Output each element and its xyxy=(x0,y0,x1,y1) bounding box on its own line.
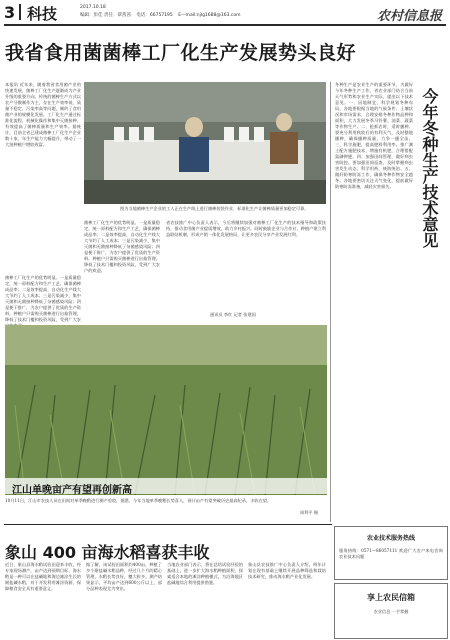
service-ad-title: 农业技术服务热线 xyxy=(366,535,415,542)
lead-byline: 通讯员 李红 记者 张建国 xyxy=(210,312,256,317)
photo2-headline: 江山单晚亩产有望再创新高 xyxy=(12,485,132,496)
sidebar-headline: 今年冬种生产技术意见 xyxy=(420,88,439,248)
page-number: 3 xyxy=(4,3,16,22)
lead-column-1-cont: 菌棒工厂化生产的优势明显。一是质量稳定，统一原料配方和生产工艺，确保菌棒成品率；二是效率提高，自动化生产线大大节约了人工成本；三是污染减少，集中灭菌和无菌接种降低了杂菌感染风险；四是便于推广，为农户提供了优质的生产资料。种植户只需购买菌棒进行出菇管理，降低了技术门槛和投资风险，受到广大农 xyxy=(5,275,81,322)
editor: 编辑：彭佳 责任：覃茜茜 xyxy=(80,13,131,18)
article2-rule xyxy=(4,524,332,525)
photo2-credit: 周利平 摄 xyxy=(300,510,319,515)
newspaper-logo: 农村信息报 xyxy=(376,9,442,24)
article2-headline: 象山 400 亩海水稻喜获丰收 xyxy=(5,543,210,562)
mailbox-ad-title: 享上农民信箱 xyxy=(367,593,415,602)
email: E—mail:njlg1688@163.com xyxy=(178,13,241,18)
rice-field-photo xyxy=(5,325,327,495)
mailbox-ad xyxy=(334,583,448,639)
lead-column-1: 本报讯 近年来，随着我省食用菌产业的快速发展，菌棒工厂化生产逐渐成为产业升级的重要方向。传统的菌棒生产方式以农户分散制作为主，存在生产效率低、质量不稳定、污染率高等问题，制约了食用菌产业的规模化发展。工厂化生产通过标准化流程、机械化操作和集中灭菌接种，有效提高了菌棒质量和生产效率。据统计，目前全省已建成菌棒工厂化生产企业数十家，年生产能力大幅提升，带动了一大批种植户增收致富。 xyxy=(5,82,81,147)
sidebar-body: 冬种生产是农业生产的重要环节，为做好今年冬种生产工作，省农业部门结合当前天气形势和农业生产实际，提出以下技术意见。一、因地制宜，科学规划冬种布局。各地要根据当地的气候条件、土壤状况和市场需求，合理安排冬种作物品种和面积，大力发展冬季马铃薯、油菜、蔬菜等作物生产。二、抢抓农时，适时播种。要充分利用秋收后的有利天气，及时整地播种，确保播种质量，力争一播全苗。三、科学施肥，提高肥料利用率。推广测土配方施肥技术，增施有机肥，合理搭配氮磷钾肥。四、加强田间管理，做好病虫害防控。要加强田间巡查，及时掌握病虫害发生动态，科学用药，统防统治。五、做好防寒防冻工作，确保冬种作物安全越冬。各地要密切关注天气变化，提前做好防寒防冻准备，减轻灾害损失。 xyxy=(335,82,413,189)
rice-field-image xyxy=(5,325,327,495)
service-ad xyxy=(334,526,448,580)
mailbox-ad-text: 农业信息 一手掌握 xyxy=(373,609,409,614)
service-ad-text: 服务热线：0571—86057111 欢迎广大农户来电咨询农业技术问题 xyxy=(339,548,443,559)
column-divider xyxy=(330,82,331,522)
factory-workers-image xyxy=(84,82,326,204)
phone: 电话：66757195 xyxy=(136,13,173,18)
article2-column-1: 近日，象山县海水稻试验田迎来丰收，经专家现场测产，亩产达到预期目标。海水稻是一种可以在盐碱地和海边滩涂生长的耐盐碱水稻，对于开发利用滩涂资源、保障粮食安全具有重要意义。 xyxy=(5,562,81,591)
lead-photo xyxy=(84,82,326,204)
article2-column-4: 象山县农技推广中心负责人介绍，明年计划在现有基础上继续开展品种筛选和栽培技术研究，推动海水稻产业化发展。 xyxy=(248,562,326,579)
issue-date: 2017.10.18 xyxy=(80,5,106,10)
lead-headline: 我省食用菌菌棒工厂化生产发展势头良好 xyxy=(5,42,357,64)
lead-column-3: 省农技推广中心负责人表示，今后将继续加强对菌棒工厂化生产的技术指导和政策扶持，推动食用菌产业提质增效，助力乡村振兴。同时鼓励企业与合作社、种植户建立利益联结机制，形成产销一体化发展格局，让更多农民分享产业发展红利。 xyxy=(166,220,326,237)
article2-column-2: 据了解，该试验田面积约400亩，种植了多个耐盐碱水稻品种，经过几个月的精心管理，水稻长势良好，穗大粒多。测产结果显示，平均亩产达到600公斤以上，部分品种表现尤为突出。 xyxy=(86,562,162,591)
header-divider xyxy=(19,4,21,20)
section-name: 科技 xyxy=(27,5,58,23)
lead-column-2: 菌棒工厂化生产的优势明显。一是质量稳定，统一原料配方和生产工艺，确保菌棒成品率；二是效率提高，自动化生产线大大节约了人工成本；三是污染减少，集中灭菌和无菌接种降低了杂菌感染风险；四是便于推广，为农户提供了优质的生产资料。种植户只需购买菌棒进行出菇管理，降低了技术门槛和投资风险，受到广大农户的欢迎。 xyxy=(84,220,160,273)
photo2-note: 10月11日，江山市农技人员在田间对单季晚稻进行测产验收，据悉，今年当地单季晚稻长势喜人，预计亩产有望突破历史最高纪录，丰收在望。 xyxy=(5,498,272,503)
article2-column-3: 当地农业部门表示，将在总结试验经验的基础上，进一步扩大海水稻种植面积，探索适合本地的滩涂种植模式，为沿海地区盐碱地综合利用提供借鉴。 xyxy=(167,562,243,585)
header-rule xyxy=(4,24,446,26)
editor-line xyxy=(80,12,241,18)
lead-photo-caption: 图为当地菌棒生产企业的工人正在生产线上进行菌棒装袋作业，标准化生产让菌棒质量更加稳定可靠。 xyxy=(120,206,309,211)
